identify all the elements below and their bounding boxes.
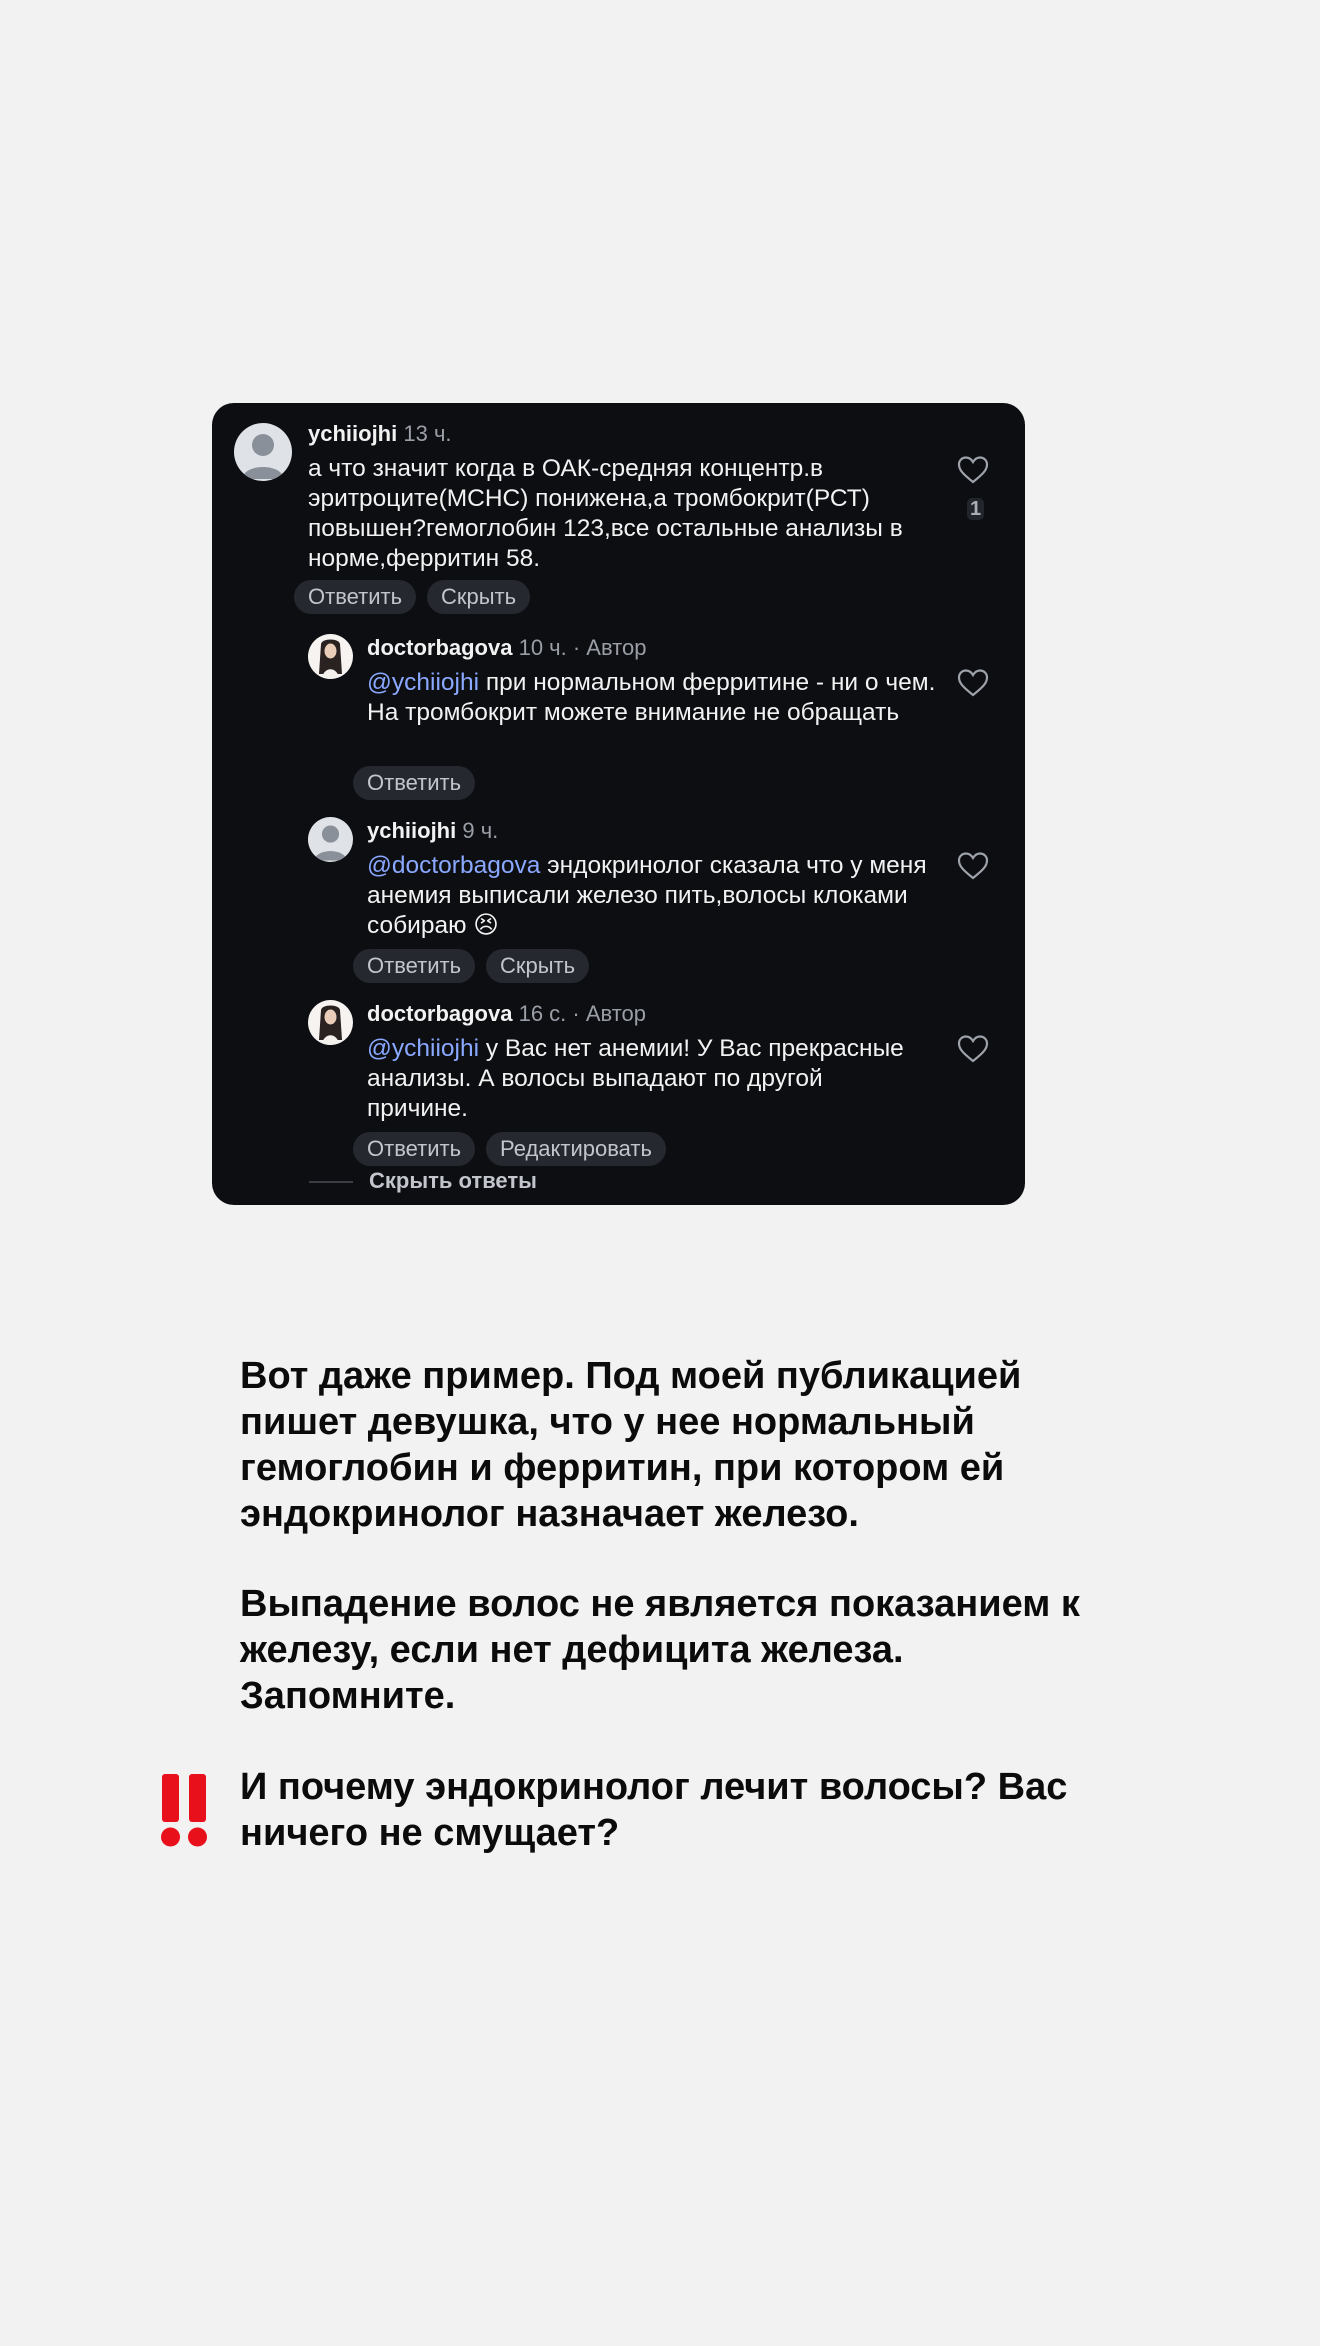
doctor-avatar-icon[interactable] <box>308 634 353 679</box>
comment-text <box>367 851 937 941</box>
comment-body: у Вас нет анемии! У Вас прекрасные анализы. А волосы выпадают по другой причине. <box>367 1035 904 1122</box>
like-count: 1 <box>967 498 984 520</box>
article-text-2 <box>240 1581 1120 1719</box>
comment-username[interactable] <box>308 421 452 447</box>
comment-text <box>367 1034 927 1124</box>
mention-link[interactable]: @ychiiojhi <box>367 669 480 696</box>
comment-body: эндокринолог сказала что у меня анемия выписали железо пить,волосы клоками собираю 😣 <box>367 852 927 939</box>
heart-icon[interactable] <box>957 851 989 881</box>
reply-button[interactable]: Ответить <box>353 949 475 983</box>
hide-button[interactable]: Скрыть <box>486 949 589 983</box>
hide-replies-button[interactable]: Скрыть ответы <box>369 1168 537 1193</box>
heart-icon[interactable] <box>957 668 989 698</box>
article-text-3 <box>240 1764 1120 1856</box>
article-paragraph-1: Вот даже пример. Под моей публикацией пишет девушка, что у нее нормальный гемоглобин и ферритин, при котором ей эндокринолог назначает железо. <box>240 1355 1022 1535</box>
comment-time: 13 ч. <box>403 421 452 446</box>
comments-screenshot-card <box>212 403 1025 1205</box>
comment-ychiiojhi-2 <box>212 808 1025 988</box>
heart-icon[interactable] <box>957 1034 989 1064</box>
comment-time: 16 с. · Автор <box>518 1001 647 1026</box>
double-exclamation-icon <box>158 1774 210 1848</box>
username-text[interactable]: doctorbagova <box>367 1001 513 1026</box>
heart-icon[interactable] <box>957 455 989 485</box>
comment-text: а что значит когда в ОАК-средняя концентр.в эритроците(МСНС) понижена,а тромбокрит(РСТ) повышен?гемоглобин 123,все остальные анализы в норме,ферритин 58. <box>308 455 903 572</box>
article-paragraph-2: Выпадение волос не является показанием к железу, если нет дефицита железа. Запомните. <box>240 1583 1080 1717</box>
hide-replies-divider <box>309 1181 353 1183</box>
comment-doctorbagova-1 <box>212 625 1025 805</box>
reply-button[interactable]: Ответить <box>353 1132 475 1166</box>
comment-time: 10 ч. · Автор <box>518 635 647 660</box>
article-paragraph-3: И почему эндокринолог лечит волосы? Вас ничего не смущает? <box>240 1766 1068 1854</box>
comment-ychiiojhi-1 <box>212 403 1025 613</box>
edit-button[interactable]: Редактировать <box>486 1132 666 1166</box>
doctor-avatar-icon[interactable] <box>308 1000 353 1045</box>
comment-text <box>367 668 937 728</box>
comment-body: при нормальном ферритине - ни о чем. На тромбокрит можете внимание не обращать <box>367 669 936 726</box>
comment-time: 9 ч. <box>462 818 499 843</box>
default-avatar-icon[interactable] <box>234 423 292 481</box>
reply-button[interactable]: Ответить <box>353 766 475 800</box>
mention-link[interactable]: @doctorbagova <box>367 852 541 879</box>
comment-username[interactable] <box>367 1001 646 1027</box>
mention-link[interactable]: @ychiiojhi <box>367 1035 480 1062</box>
comment-username[interactable] <box>367 635 646 661</box>
comment-username[interactable] <box>367 818 498 844</box>
hide-button[interactable]: Скрыть <box>427 580 530 614</box>
username-text[interactable]: ychiiojhi <box>308 421 398 446</box>
default-avatar-icon[interactable] <box>308 817 353 862</box>
username-text[interactable]: doctorbagova <box>367 635 513 660</box>
comment-doctorbagova-2 <box>212 991 1025 1171</box>
reply-button[interactable]: Ответить <box>294 580 416 614</box>
article-text <box>240 1353 1120 1537</box>
username-text[interactable]: ychiiojhi <box>367 818 457 843</box>
